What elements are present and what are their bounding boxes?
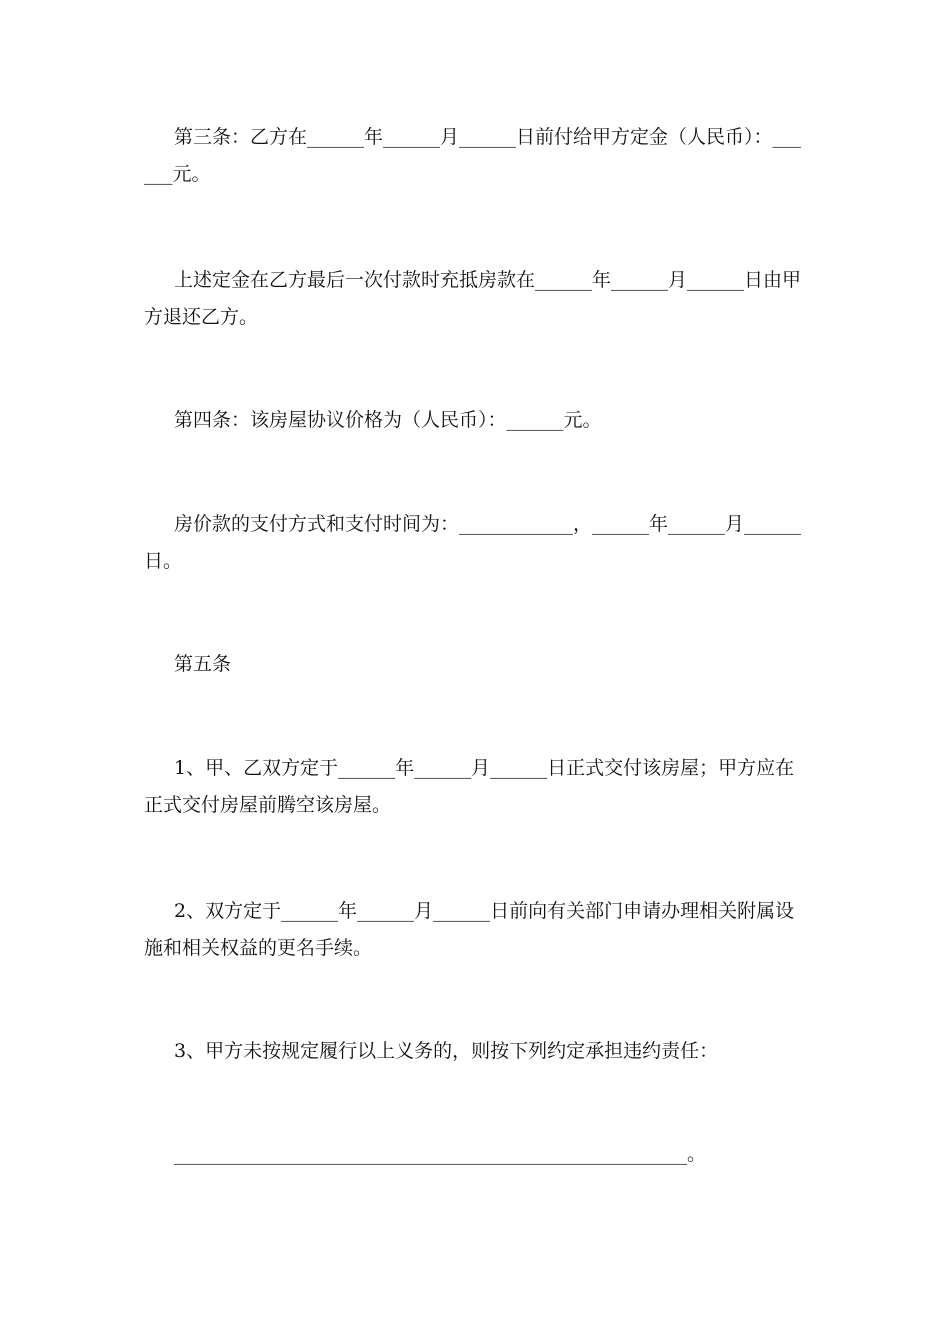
article-5-heading: 第五条 — [174, 653, 232, 675]
liability-blank-line: ______________________________________________________。 — [174, 1143, 707, 1165]
clause-3-liability-paragraph: 3、甲方未按规定履行以上义务的，则按下列约定承担违约责任： — [174, 1040, 719, 1062]
deposit-refund-paragraph: 上述定金在乙方最后一次付款时充抵房款在______年______月______日由甲方退还乙方。 — [144, 269, 802, 328]
clause-1-delivery-paragraph: 1、甲、乙双方定于______年______月______日正式交付该房屋；甲方应在正式交付房屋前腾空该房屋。 — [144, 757, 795, 816]
article-3-deposit-paragraph: 第三条：乙方在______年______月______日前付给甲方定金（人民币）：______元。 — [144, 126, 802, 185]
article-4-price-paragraph: 第四条：该房屋协议价格为（人民币）：______元。 — [174, 409, 602, 431]
clause-2-transfer-paragraph: 2、双方定于______年______月______日前向有关部门申请办理相关附属设施和相关权益的更名手续。 — [144, 900, 795, 959]
payment-method-paragraph: 房价款的支付方式和支付时间为：____________，______年______月______日。 — [144, 513, 802, 572]
